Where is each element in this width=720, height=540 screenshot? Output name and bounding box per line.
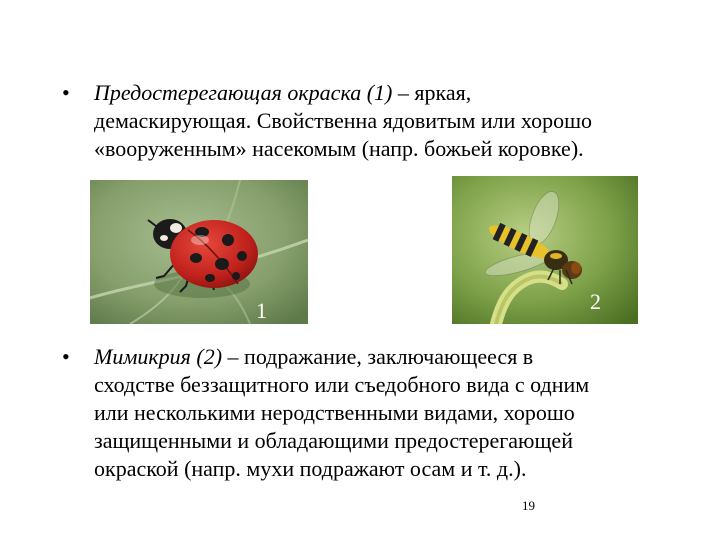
bullet-line: защищенными и обладающими предостерегающей	[94, 428, 573, 453]
page-number: 19	[522, 498, 535, 513]
bullet-line: окраской (напр. мухи подражают осам и т. д.).	[94, 456, 527, 481]
bullet-marker: •	[62, 80, 70, 105]
photo-label-1: 1	[256, 298, 267, 323]
photo-label-2: 2	[590, 289, 601, 314]
bullet-marker: •	[62, 344, 70, 369]
bullet-line: или несколькими неродственными видами, хорошо	[94, 400, 575, 425]
bullet-warning-coloration	[62, 79, 662, 163]
bullet-line: «вооруженным» насекомым (напр. божьей коровке).	[94, 136, 584, 161]
ladybug-photo	[90, 180, 308, 324]
hoverfly-photo	[452, 176, 638, 324]
bullet-text	[94, 79, 662, 163]
term-mimicry: Мимикрия (2)	[94, 344, 223, 369]
bullet-line: демаскирующая. Свойственна ядовитым или хорошо	[94, 108, 593, 133]
bullet-line: сходстве беззащитного или съедобного вида с одним	[94, 372, 590, 397]
bullet-line: – яркая,	[392, 80, 472, 105]
bullet-mimicry	[62, 343, 662, 483]
bullet-line: – подражание, заключающееся в	[222, 344, 534, 369]
bullet-text	[94, 343, 662, 483]
term-warning-coloration: Предостерегающая окраска (1)	[94, 80, 393, 105]
